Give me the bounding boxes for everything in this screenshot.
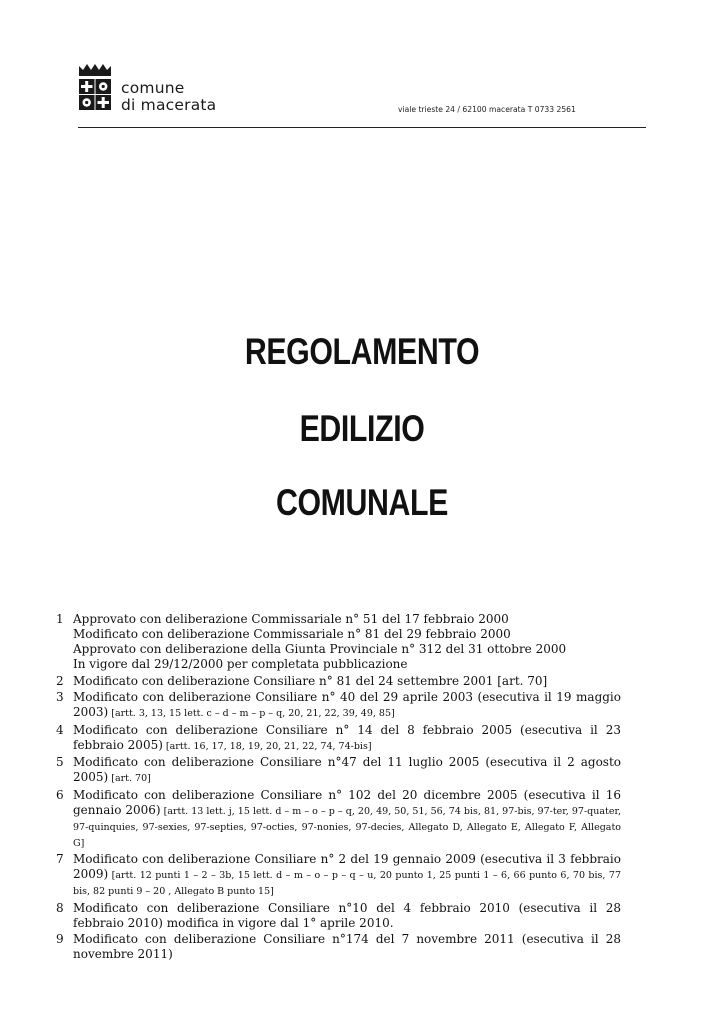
note-articles: [artt. 12 punti 1 – 2 – 3b, 15 lett. d – m – o – p – q – u, 20 punto 1, 25 punti 1 – 6, 66 punto 6, 70 bis, 77 bis, 82 punti 9 – 20 , Allegato B punto 15] xyxy=(73,870,621,897)
note-main: Modificato con deliberazione Consiliare n°47 del 11 luglio 2005 (esecutiva il 2 agosto 2005) xyxy=(73,755,621,784)
note-number: 7 xyxy=(56,852,64,866)
note-text xyxy=(73,690,621,721)
note-item xyxy=(56,612,621,672)
note-item xyxy=(56,852,621,899)
note-text: Modificato con deliberazione Consiliare n°10 del 4 febbraio 2010 (esecutiva il 28 febbraio 2010) modifica in vigore dal 1° aprile 2010. xyxy=(73,900,621,930)
note-number: 6 xyxy=(56,787,64,802)
title-line-3: COMUNALE xyxy=(275,482,448,523)
note-text: Modificato con deliberazione Consiliare n°174 del 7 novembre 2011 (esecutiva il 28 novembre 2011) xyxy=(73,932,621,961)
note-number: 8 xyxy=(56,900,64,915)
note-articles: [artt. 3, 13, 15 lett. c – d – m – p – q, 20, 21, 22, 39, 49, 85] xyxy=(108,708,395,719)
title-line-2: EDILIZIO xyxy=(299,408,425,449)
note-line: In vigore dal 29/12/2000 per completata pubblicazione xyxy=(73,657,408,671)
org-name-line2: di macerata xyxy=(121,96,217,114)
note-item xyxy=(56,788,621,851)
amendment-notes xyxy=(56,612,621,964)
note-item xyxy=(56,901,621,931)
note-item xyxy=(56,932,621,962)
note-item xyxy=(56,674,621,689)
note-number: 3 xyxy=(56,690,64,704)
note-main: Modificato con deliberazione Consiliare n° 102 del 20 dicembre 2005 (esecutiva il 16 gennaio 2006) xyxy=(73,787,621,817)
note-main: Modificato con deliberazione Consiliare n° 14 del 8 febbraio 2005 (esecutiva il 23 febbraio 2005) xyxy=(73,722,621,752)
note-number: 5 xyxy=(56,755,64,769)
municipality-name xyxy=(121,80,216,114)
note-text xyxy=(73,788,621,851)
note-text xyxy=(73,612,621,672)
org-name-line1: comune xyxy=(121,79,185,97)
city-coat-of-arms-logo xyxy=(78,62,112,114)
note-main: Modificato con deliberazione Consiliare n° 2 del 19 gennaio 2009 (esecutiva il 3 febbraio 2009) xyxy=(73,852,621,881)
note-line: Approvato con deliberazione della Giunta Provinciale n° 312 del 31 ottobre 2000 xyxy=(73,642,567,656)
note-text: Modificato con deliberazione Consiliare n° 81 del 24 settembre 2001 [art. 70] xyxy=(73,673,548,688)
municipality-address: viale trieste 24 / 62100 macerata T 0733 2561 xyxy=(398,105,576,114)
title-line-1: REGOLAMENTO xyxy=(244,331,480,372)
note-number: 9 xyxy=(56,932,64,946)
note-item xyxy=(56,723,621,754)
note-text xyxy=(73,723,621,754)
note-articles: [artt. 16, 17, 18, 19, 20, 21, 22, 74, 74-bis] xyxy=(162,740,372,752)
note-number: 2 xyxy=(56,673,64,688)
note-articles: [art. 70] xyxy=(108,773,151,784)
note-main: Modificato con deliberazione Consiliare n° 40 del 29 aprile 2003 (esecutiva il 19 maggio 2003) xyxy=(73,690,621,719)
note-number: 1 xyxy=(56,612,64,626)
note-text xyxy=(73,755,621,786)
note-line: Modificato con deliberazione Commissariale n° 81 del 29 febbraio 2000 xyxy=(73,627,511,641)
note-item xyxy=(56,755,621,786)
note-text xyxy=(73,852,621,899)
note-line: Approvato con deliberazione Commissariale n° 51 del 17 febbraio 2000 xyxy=(73,612,509,626)
note-item xyxy=(56,690,621,721)
note-articles: [artt. 13 lett. j, 15 lett. d – m – o – p – q, 20, 49, 50, 51, 56, 74 bis, 81, 97-bis, 97-ter, 97-quater, 97-quinquies, 97-sexies, 97-septies, 97-octies, 97-nonies, 97-decies, Allegato D, Allegato E, Allegato F, Allegato G] xyxy=(73,805,621,849)
note-number: 4 xyxy=(56,722,64,737)
header-divider xyxy=(78,127,646,128)
